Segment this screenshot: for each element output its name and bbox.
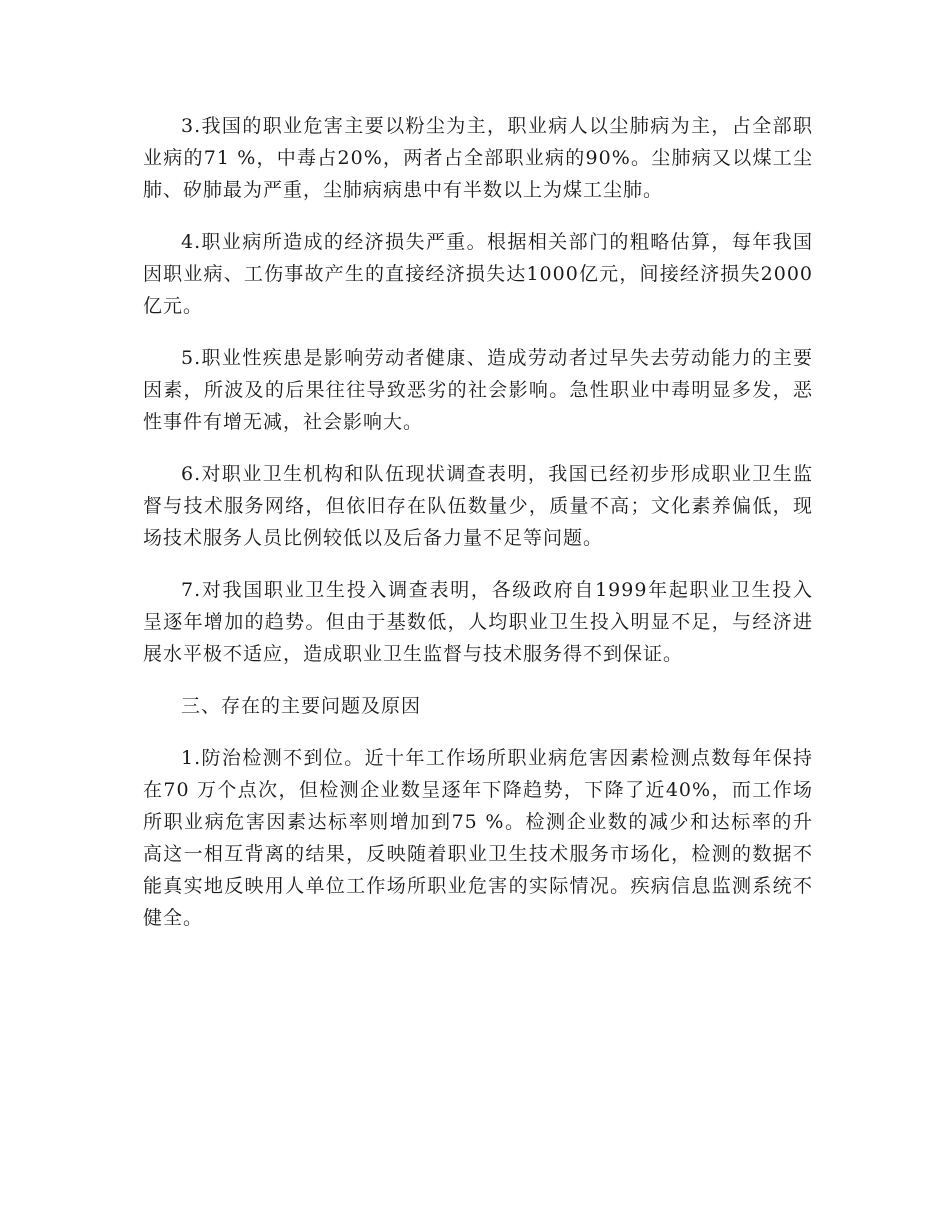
document-body — [143, 110, 813, 954]
paragraph-item-6: 6.对职业卫生机构和队伍现状调查表明，我国已经初步形成职业卫生监督与技术服务网络，但依旧存在队伍数量少，质量不高；文化素养偏低，现场技术服务人员比例较低以及后备力量不足等问题。 — [143, 463, 813, 549]
paragraph-item-7: 7.对我国职业卫生投入调查表明，各级政府自1999年起职业卫生投入呈逐年增加的趋势。但由于基数低，人均职业卫生投入明显不足，与经济进展水平极不适应，造成职业卫生监督与技术服务得不到保证。 — [143, 579, 813, 665]
paragraph-item-problem-1: 1.防治检测不到位。近十年工作场所职业病危害因素检测点数每年保持在70 万个点次，但检测企业数呈逐年下降趋势，下降了近40%，而工作场所职业病危害因素达标率则增加到75 %。检测企业数的减少和达标率的升高这一相互背离的结果，反映随着职业卫生技术服务市场化，检测的数据不能真实地反映用人单位工作场所职业危害的实际情况。疾病信息监测系统不健全。 — [143, 747, 813, 929]
section-heading: 三、存在的主要问题及原因 — [181, 695, 422, 717]
paragraph-item-5: 5.职业性疾患是影响劳动者健康、造成劳动者过早失去劳动能力的主要因素，所波及的后果往往导致恶劣的社会影响。急性职业中毒明显多发，恶性事件有增无减，社会影响大。 — [143, 347, 813, 433]
paragraph-item-4: 4.职业病所造成的经济损失严重。根据相关部门的粗略估算，每年我国因职业病、工伤事故产生的直接经济损失达1000亿元，间接经济损失2000 亿元。 — [143, 231, 813, 317]
paragraph-item-3: 3.我国的职业危害主要以粉尘为主，职业病人以尘肺病为主，占全部职业病的71 %，中毒占20%，两者占全部职业病的90%。尘肺病又以煤工尘肺、矽肺最为严重，尘肺病病患中有半数以上为煤工尘肺。 — [143, 115, 813, 201]
